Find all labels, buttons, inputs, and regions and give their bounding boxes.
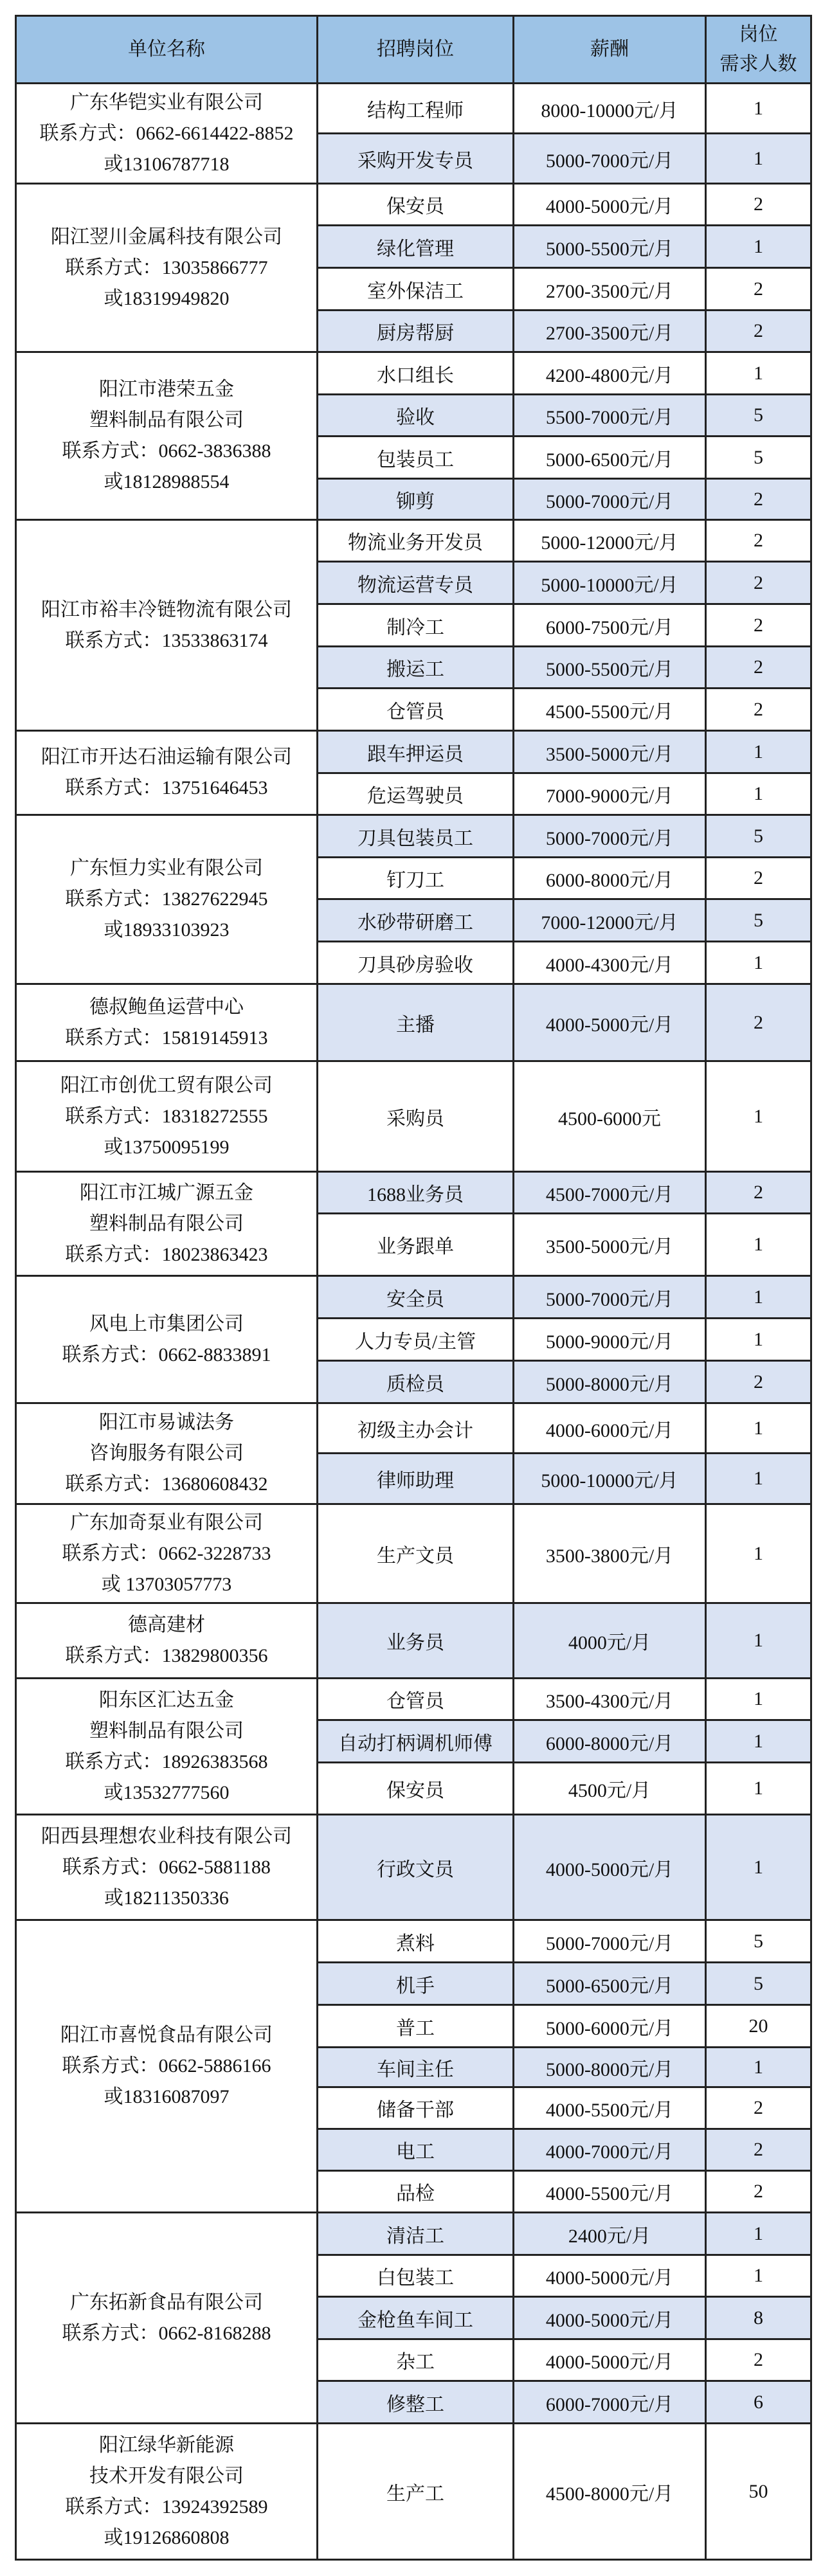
position-cell: 包装员工: [318, 437, 514, 479]
company-cell: [16, 2213, 318, 2424]
salary-cell: 7000-9000元/月: [514, 773, 706, 815]
position-cell: 采购员: [318, 1061, 514, 1172]
salary-cell: 5000-7000元/月: [514, 815, 706, 858]
salary-cell: 6000-7500元/月: [514, 604, 706, 647]
count-cell: 2: [706, 604, 811, 647]
count-cell: 2: [706, 520, 811, 562]
company-cell: [16, 1061, 318, 1172]
count-cell: 1: [706, 1720, 811, 1763]
company-info-line: 联系方式：0662-8168288: [62, 2322, 271, 2344]
salary-cell: 5000-7000元/月: [514, 134, 706, 184]
position-cell: 生产工: [318, 2424, 514, 2560]
table-row: [16, 352, 811, 395]
position-cell: 物流业务开发员: [318, 520, 514, 562]
position-cell: 1688业务员: [318, 1172, 514, 1214]
position-cell: 律师助理: [318, 1454, 514, 1504]
position-cell: 行政文员: [318, 1815, 514, 1920]
salary-cell: 4200-4800元/月: [514, 352, 706, 395]
table-row: [16, 984, 811, 1061]
count-cell: 1: [706, 84, 811, 134]
salary-cell: 3500-5000元/月: [514, 1214, 706, 1276]
table-row: [16, 815, 811, 858]
position-cell: 铆剪: [318, 479, 514, 520]
position-cell: 煮料: [318, 1920, 514, 1963]
salary-cell: 4000-5000元/月: [514, 2297, 706, 2339]
company-info-line: 联系方式：15819145913: [65, 1027, 268, 1049]
position-cell: 水口组长: [318, 352, 514, 395]
company-info-line: 联系方式：0662-8833891: [62, 1344, 271, 1365]
company-name-line: 阳江市裕丰冷链物流有限公司: [41, 599, 292, 620]
count-cell: 1: [706, 1061, 811, 1172]
header-company: 单位名称: [16, 16, 318, 84]
position-cell: 搬运工: [318, 647, 514, 689]
count-cell: 1: [706, 1276, 811, 1319]
position-cell: 验收: [318, 395, 514, 437]
position-cell: 跟车押运员: [318, 731, 514, 773]
salary-cell: 5000-5500元/月: [514, 226, 706, 268]
count-cell: 2: [706, 858, 811, 899]
table-row: [16, 1172, 811, 1214]
count-cell: 1: [706, 773, 811, 815]
salary-cell: 4000-5000元/月: [514, 2255, 706, 2297]
table-row: [16, 2213, 811, 2255]
position-cell: 仓管员: [318, 689, 514, 731]
company-name-line: 阳江翌川金属科技有限公司: [51, 226, 282, 248]
company-cell: [16, 184, 318, 352]
company-cell: [16, 1276, 318, 1403]
company-info-line: 联系方式：18318272555: [65, 1105, 268, 1127]
company-info-line: 塑料制品有限公司: [89, 1212, 244, 1234]
salary-cell: 4000元/月: [514, 1603, 706, 1679]
position-cell: 保安员: [318, 184, 514, 226]
position-cell: 初级主办会计: [318, 1403, 514, 1454]
position-cell: 电工: [318, 2129, 514, 2171]
table-row: [16, 1920, 811, 1963]
salary-cell: 4500-6000元: [514, 1061, 706, 1172]
company-cell: [16, 1920, 318, 2213]
position-cell: 水砂带研磨工: [318, 899, 514, 942]
company-info-line: 或18211350336: [104, 1887, 229, 1909]
position-cell: 储备干部: [318, 2087, 514, 2129]
company-info-line: 或18319949820: [104, 287, 230, 309]
salary-cell: 5000-8000元/月: [514, 1361, 706, 1403]
count-cell: 2: [706, 184, 811, 226]
count-cell: 1: [706, 731, 811, 773]
count-cell: 2: [706, 1361, 811, 1403]
salary-cell: 4500-5500元/月: [514, 689, 706, 731]
salary-cell: 5000-5500元/月: [514, 647, 706, 689]
count-cell: 1: [706, 134, 811, 184]
table-row: [16, 731, 811, 773]
count-cell: 1: [706, 1454, 811, 1504]
company-cell: [16, 984, 318, 1061]
count-cell: 1: [706, 226, 811, 268]
table-row: [16, 1276, 811, 1319]
count-cell: 2: [706, 1172, 811, 1214]
company-cell: [16, 520, 318, 731]
company-info-line: 联系方式：18023863423: [65, 1243, 268, 1265]
company-info-line: 联系方式：0662-5881188: [62, 1856, 271, 1878]
salary-cell: 4000-5500元/月: [514, 2171, 706, 2213]
company-cell: [16, 84, 318, 184]
salary-cell: 4500-8000元/月: [514, 2424, 706, 2560]
position-cell: 安全员: [318, 1276, 514, 1319]
job-listing-table: [15, 15, 812, 2561]
position-cell: 车间主任: [318, 2048, 514, 2087]
table-row: [16, 1815, 811, 1920]
table-row: [16, 1061, 811, 1172]
company-cell: [16, 731, 318, 815]
table-row: [16, 1679, 811, 1720]
company-cell: [16, 2424, 318, 2560]
salary-cell: 5000-10000元/月: [514, 1454, 706, 1504]
company-cell: [16, 352, 318, 520]
company-info-line: 塑料制品有限公司: [89, 1720, 244, 1742]
count-cell: 8: [706, 2297, 811, 2339]
salary-cell: 5000-6500元/月: [514, 437, 706, 479]
salary-cell: 6000-8000元/月: [514, 858, 706, 899]
count-cell: 2: [706, 2339, 811, 2381]
company-info-line: 联系方式：0662-6614422-8852: [39, 122, 294, 144]
count-cell: 1: [706, 2255, 811, 2297]
count-cell: 1: [706, 1679, 811, 1720]
salary-cell: 4500元/月: [514, 1763, 706, 1815]
count-cell: 2: [706, 2171, 811, 2213]
company-info-line: 或18316087097: [104, 2086, 230, 2107]
count-cell: 5: [706, 899, 811, 942]
company-name-line: 阳江市港荣五金: [99, 379, 234, 400]
position-cell: 制冷工: [318, 604, 514, 647]
position-cell: 机手: [318, 1963, 514, 2005]
salary-cell: 5000-8000元/月: [514, 2048, 706, 2087]
table-row: [16, 1403, 811, 1454]
count-cell: 5: [706, 1963, 811, 2005]
count-cell: 1: [706, 2213, 811, 2255]
company-name-line: 广东恒力实业有限公司: [70, 858, 263, 879]
header-count: [706, 16, 811, 84]
position-cell: 保安员: [318, 1763, 514, 1815]
company-name-line: 阳江市易诚法务: [99, 1412, 234, 1433]
position-cell: 普工: [318, 2005, 514, 2048]
position-cell: 自动打柄调机师傅: [318, 1720, 514, 1763]
position-cell: 业务员: [318, 1603, 514, 1679]
salary-cell: 4000-5000元/月: [514, 1815, 706, 1920]
salary-cell: 4000-6000元/月: [514, 1403, 706, 1454]
position-cell: 品检: [318, 2171, 514, 2213]
company-name-line: 阳江市江城广源五金: [80, 1182, 253, 1203]
count-cell: 5: [706, 437, 811, 479]
salary-cell: 3500-5000元/月: [514, 731, 706, 773]
company-name-line: 阳江市喜悦食品有限公司: [60, 2024, 273, 2046]
salary-cell: 6000-7000元/月: [514, 2381, 706, 2424]
table-header-row: [16, 16, 811, 84]
company-info-line: 或18933103923: [104, 919, 230, 941]
count-cell: 2: [706, 311, 811, 352]
salary-cell: 5000-7000元/月: [514, 1920, 706, 1963]
company-info-line: 联系方式：0662-3836388: [62, 440, 271, 462]
salary-cell: 6000-8000元/月: [514, 1720, 706, 1763]
salary-cell: 2400元/月: [514, 2213, 706, 2255]
count-cell: 1: [706, 1214, 811, 1276]
company-cell: [16, 1679, 318, 1815]
count-cell: 5: [706, 815, 811, 858]
company-name-line: 阳江市创优工贸有限公司: [60, 1074, 273, 1096]
count-cell: 1: [706, 1504, 811, 1603]
company-info-line: 联系方式：13827622945: [65, 888, 268, 910]
position-cell: 物流运营专员: [318, 562, 514, 604]
salary-cell: 2700-3500元/月: [514, 268, 706, 311]
company-cell: [16, 1403, 318, 1504]
company-name-line: 广东华铠实业有限公司: [70, 91, 263, 113]
position-cell: 修整工: [318, 2381, 514, 2424]
company-name-line: 阳江市开达石油运输有限公司: [41, 746, 292, 768]
salary-cell: 4000-5500元/月: [514, 2087, 706, 2129]
company-cell: [16, 1172, 318, 1276]
position-cell: 钉刀工: [318, 858, 514, 899]
position-cell: 金枪鱼车间工: [318, 2297, 514, 2339]
salary-cell: 5000-6000元/月: [514, 2005, 706, 2048]
position-cell: 白包装工: [318, 2255, 514, 2297]
count-cell: 50: [706, 2424, 811, 2560]
company-name-line: 阳江绿华新能源: [99, 2434, 234, 2456]
count-cell: 2: [706, 689, 811, 731]
company-info-line: 咨询服务有限公司: [89, 1443, 244, 1464]
salary-cell: 8000-10000元/月: [514, 84, 706, 134]
position-cell: 绿化管理: [318, 226, 514, 268]
count-cell: 1: [706, 1815, 811, 1920]
count-cell: 1: [706, 942, 811, 984]
count-cell: 1: [706, 1403, 811, 1454]
company-info-line: 联系方式：0662-3228733: [62, 1542, 271, 1564]
salary-cell: 5000-6500元/月: [514, 1963, 706, 2005]
salary-cell: 4000-5000元/月: [514, 184, 706, 226]
company-cell: [16, 1815, 318, 1920]
position-cell: 危运驾驶员: [318, 773, 514, 815]
company-info-line: 联系方式：13680608432: [65, 1473, 268, 1495]
salary-cell: 5000-7000元/月: [514, 479, 706, 520]
salary-cell: 4000-7000元/月: [514, 2129, 706, 2171]
count-cell: 1: [706, 1319, 811, 1361]
count-cell: 5: [706, 1920, 811, 1963]
company-name-line: 风电上市集团公司: [89, 1313, 244, 1335]
company-info-line: 联系方式：13924392589: [65, 2496, 268, 2517]
salary-cell: 5500-7000元/月: [514, 395, 706, 437]
salary-cell: 5000-10000元/月: [514, 562, 706, 604]
position-cell: 刀具包装员工: [318, 815, 514, 858]
salary-cell: 2700-3500元/月: [514, 311, 706, 352]
position-cell: 质检员: [318, 1361, 514, 1403]
position-cell: 采购开发专员: [318, 134, 514, 184]
count-cell: 20: [706, 2005, 811, 2048]
company-name-line: 广东拓新食品有限公司: [70, 2291, 263, 2313]
salary-cell: 3500-3800元/月: [514, 1504, 706, 1603]
salary-cell: 3500-4300元/月: [514, 1679, 706, 1720]
salary-cell: 5000-9000元/月: [514, 1319, 706, 1361]
count-cell: 2: [706, 479, 811, 520]
salary-cell: 4000-5000元/月: [514, 984, 706, 1061]
header-position: 招聘岗位: [318, 16, 514, 84]
salary-cell: 4500-7000元/月: [514, 1172, 706, 1214]
count-cell: 2: [706, 647, 811, 689]
count-cell: 2: [706, 2129, 811, 2171]
position-cell: 厨房帮厨: [318, 311, 514, 352]
count-cell: 2: [706, 2087, 811, 2129]
position-cell: 室外保洁工: [318, 268, 514, 311]
count-cell: 2: [706, 268, 811, 311]
table-row: [16, 2424, 811, 2560]
table-row: [16, 1504, 811, 1603]
company-info-line: 联系方式：13829800356: [65, 1645, 268, 1666]
salary-cell: 7000-12000元/月: [514, 899, 706, 942]
company-info-line: 联系方式：0662-5886166: [62, 2055, 271, 2076]
header-salary: 薪酬: [514, 16, 706, 84]
table-row: [16, 520, 811, 562]
company-cell: [16, 1603, 318, 1679]
company-info-line: 或13532777560: [104, 1781, 230, 1803]
table-row: [16, 1603, 811, 1679]
position-cell: 结构工程师: [318, 84, 514, 134]
company-cell: [16, 815, 318, 984]
header-count-line2: 需求人数: [719, 53, 797, 75]
salary-cell: 5000-7000元/月: [514, 1276, 706, 1319]
company-info-line: 技术开发有限公司: [89, 2465, 244, 2487]
position-cell: 仓管员: [318, 1679, 514, 1720]
count-cell: 1: [706, 1763, 811, 1815]
position-cell: 主播: [318, 984, 514, 1061]
count-cell: 5: [706, 395, 811, 437]
company-info-line: 塑料制品有限公司: [89, 410, 244, 431]
company-name-line: 德高建材: [128, 1614, 205, 1635]
position-cell: 杂工: [318, 2339, 514, 2381]
company-info-line: 联系方式：13533863174: [65, 629, 268, 651]
company-info-line: 或18128988554: [104, 471, 230, 492]
company-info-line: 或19126860808: [104, 2526, 230, 2548]
company-info-line: 或13750095199: [104, 1136, 230, 1158]
company-name-line: 阳东区汇达五金: [99, 1689, 234, 1711]
count-cell: 2: [706, 984, 811, 1061]
table-body: [16, 84, 811, 2560]
count-cell: 2: [706, 562, 811, 604]
company-name-line: 广东加奇泵业有限公司: [70, 1511, 263, 1533]
table-row: [16, 184, 811, 226]
count-cell: 1: [706, 352, 811, 395]
position-cell: 刀具砂房验收: [318, 942, 514, 984]
company-info-line: 或13106787718: [104, 153, 230, 175]
company-info-line: 或 13703057773: [101, 1573, 232, 1595]
company-info-line: 联系方式：13035866777: [65, 257, 268, 278]
company-name-line: 德叔鲍鱼运营中心: [89, 996, 244, 1018]
table-row: [16, 84, 811, 134]
position-cell: 清洁工: [318, 2213, 514, 2255]
salary-cell: 4000-4300元/月: [514, 942, 706, 984]
company-name-line: 阳西县理想农业科技有限公司: [41, 1825, 292, 1847]
count-cell: 6: [706, 2381, 811, 2424]
count-cell: 1: [706, 1603, 811, 1679]
company-cell: [16, 1504, 318, 1603]
company-info-line: 联系方式：18926383568: [65, 1751, 268, 1772]
salary-cell: 5000-12000元/月: [514, 520, 706, 562]
salary-cell: 4000-5000元/月: [514, 2339, 706, 2381]
position-cell: 生产文员: [318, 1504, 514, 1603]
position-cell: 业务跟单: [318, 1214, 514, 1276]
header-count-line1: 岗位: [739, 24, 778, 45]
company-info-line: 联系方式：13751646453: [65, 777, 268, 798]
position-cell: 人力专员/主管: [318, 1319, 514, 1361]
count-cell: 1: [706, 2048, 811, 2087]
